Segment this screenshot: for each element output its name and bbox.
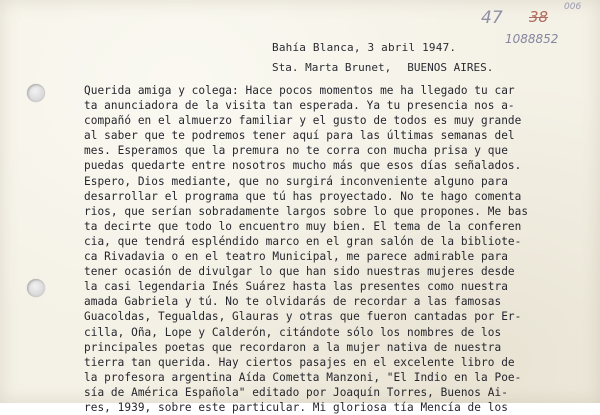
- body-line: Querida amiga y colega: Hace pocos momentos me ha llegado tu car: [84, 84, 515, 97]
- body-line: res, 1939, sobre este particular. Mi gloriosa tía Mencía de los: [84, 400, 508, 414]
- body-line: Guacoldas, Tegualdas, Glauras y otras que fueron cantadas por Er-: [84, 310, 522, 324]
- body-line: compañó en el almuerzo familiar y el gusto de todos es muy grande: [84, 114, 522, 128]
- body-line: tierra tan querida. Hay ciertos pasajes en el excelente libro de: [84, 355, 515, 369]
- body-line: al saber que te podremos tener aquí para las últimas semanas del: [84, 129, 515, 143]
- body-line: sía de América Española" editado por Joaquín Torres, Buenos Ai-: [84, 385, 508, 399]
- body-line: principales poetas que recordaron a la mujer nativa de nuestra: [84, 340, 502, 354]
- body-line: amada Gabriela y tú. No te olvidarás de recordar a las famosas: [84, 295, 502, 309]
- archive-number-struck: 38: [529, 8, 549, 26]
- body-line: puedas quedarte entre nosotros mucho más que esos días señalados.: [84, 159, 522, 173]
- punch-hole-top: [27, 84, 45, 102]
- body-line: desarrollar el programa que tú has proyectado. No te hago comenta: [84, 189, 522, 203]
- recipient-line: [272, 61, 493, 74]
- archive-reference: 1088852: [505, 32, 559, 46]
- archive-number-small: 006: [564, 2, 582, 12]
- body-line: rios, que serían sobradamente largos sobre lo que propones. Me bas: [84, 204, 529, 218]
- body-line: tener ocasión de divulgar lo que han sido nuestras mujeres desde: [84, 265, 515, 279]
- body-line: ta anunciadora de la visita tan esperada. Ya tu presencia nos a-: [84, 99, 515, 113]
- body-line: Espero, Dios mediante, que no surgirá inconveniente alguno para: [84, 174, 508, 188]
- recipient-city: BUENOS AIRES.: [407, 61, 494, 74]
- punch-hole-bottom: [27, 279, 45, 297]
- body-line: cia, que tendrá espléndido marco en el gran salón de la bibliote-: [84, 234, 522, 248]
- letter-body: [84, 83, 594, 415]
- body-line: la casi legendaria Inés Suárez hasta las presentes como nuestra: [84, 280, 508, 294]
- place-date: Bahía Blanca, 3 abril 1947.: [272, 41, 457, 54]
- body-line: mes. Esperamos que la premura no te corra con mucha prisa y que: [84, 144, 508, 158]
- body-line: cilla, Oña, Lope y Calderón, citándote sólo los nombres de los: [84, 325, 502, 339]
- body-line: ca Rivadavia o en el teatro Municipal, me parece admirable para: [84, 250, 508, 264]
- recipient-name: Sta. Marta Brunet,: [272, 61, 392, 74]
- body-line: ta decirte que todo lo encuentro muy bien. El tema de la conferen: [84, 219, 522, 233]
- body-line: la profesora argentina Aída Cometta Manzoni, "El Indio en la Poe-: [84, 370, 522, 384]
- archive-number: 47: [481, 8, 503, 28]
